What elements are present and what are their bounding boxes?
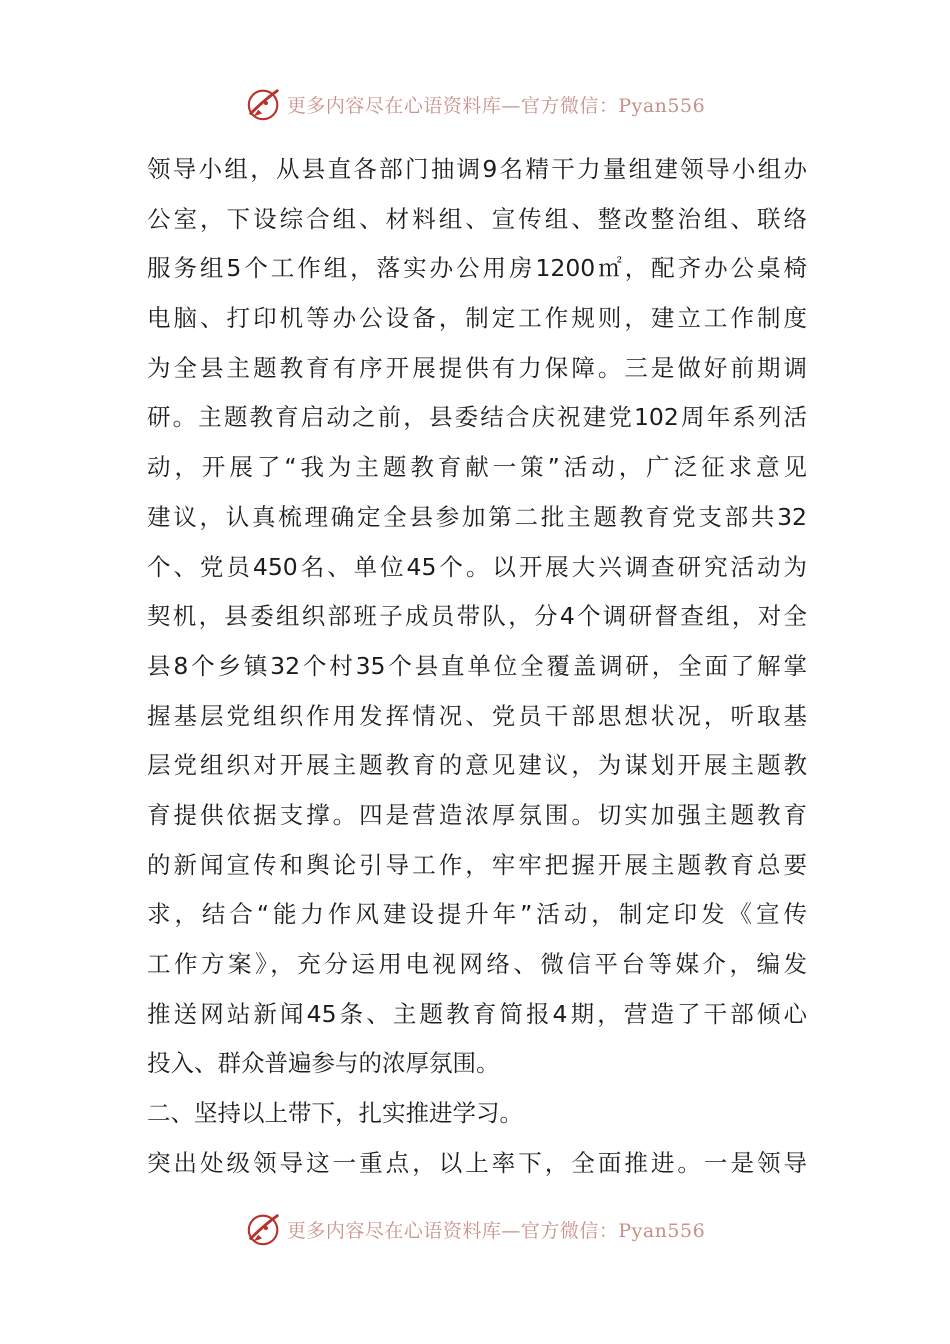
- watermark-header: [0, 84, 950, 124]
- watermark-text: 更多内容尽在心语资料库—官方微信：Pyan556: [286, 94, 706, 117]
- body-line: 为全县主题教育有序开展提供有力保障。三是做好前期调: [147, 353, 807, 382]
- watermark-text: 更多内容尽在心语资料库—官方微信：Pyan556: [286, 1219, 706, 1242]
- body-line: 电脑、打印机等办公设备，制定工作规则，建立工作制度: [147, 304, 807, 333]
- body-line: 服务组5个工作组，落实办公用房1200㎡，配齐办公桌椅: [147, 254, 807, 283]
- pen-logo-icon: [245, 1210, 283, 1248]
- body-line: 个、党员450名、单位45个。以开展大兴调查研究活动为: [147, 552, 807, 581]
- body-line: 握基层党组织作用发挥情况、党员干部思想状况，听取基: [147, 701, 807, 730]
- body-line: 契机，县委组织部班子成员带队，分4个调研督查组，对全: [147, 602, 807, 631]
- body-line: 建议，认真梳理确定全县参加第二批主题教育党支部共32: [147, 502, 807, 531]
- body-line: 公室，下设综合组、材料组、宣传组、整改整治组、联络: [147, 204, 807, 233]
- body-line: 求，结合“能力作风建设提升年”活动，制定印发《宣传: [147, 900, 807, 929]
- body-line: 动，开展了“我为主题教育献一策”活动，广泛征求意见: [147, 453, 807, 482]
- body-line: 层党组织对开展主题教育的意见建议，为谋划开展主题教: [147, 751, 807, 780]
- body-line: 县8个乡镇32个村35个县直单位全覆盖调研，全面了解掌: [147, 651, 807, 680]
- body-line: 研。主题教育启动之前，县委结合庆祝建党102周年系列活: [147, 403, 807, 432]
- pen-logo-icon: [245, 85, 283, 123]
- document-body: [147, 145, 807, 1188]
- body-line: 育提供依据支撑。四是营造浓厚氛围。切实加强主题教育: [147, 800, 807, 829]
- body-line: 工作方案》，充分运用电视网络、微信平台等媒介，编发: [147, 950, 807, 978]
- body-line: 领导小组，从县直各部门抽调9名精干力量组建领导小组办: [147, 155, 807, 183]
- body-line: 突出处级领导这一重点，以上率下，全面推进。一是领导: [147, 1148, 807, 1177]
- watermark-footer: [0, 1209, 950, 1249]
- body-line: 的新闻宣传和舆论引导工作，牢牢把握开展主题教育总要: [147, 850, 807, 879]
- body-line: 推送网站新闻45条、主题教育简报4期，营造了干部倾心: [147, 999, 807, 1028]
- body-line: 投入、群众普遍参与的浓厚氛围。: [147, 1049, 500, 1078]
- section-heading: 二、坚持以上带下，扎实推进学习。: [147, 1099, 523, 1128]
